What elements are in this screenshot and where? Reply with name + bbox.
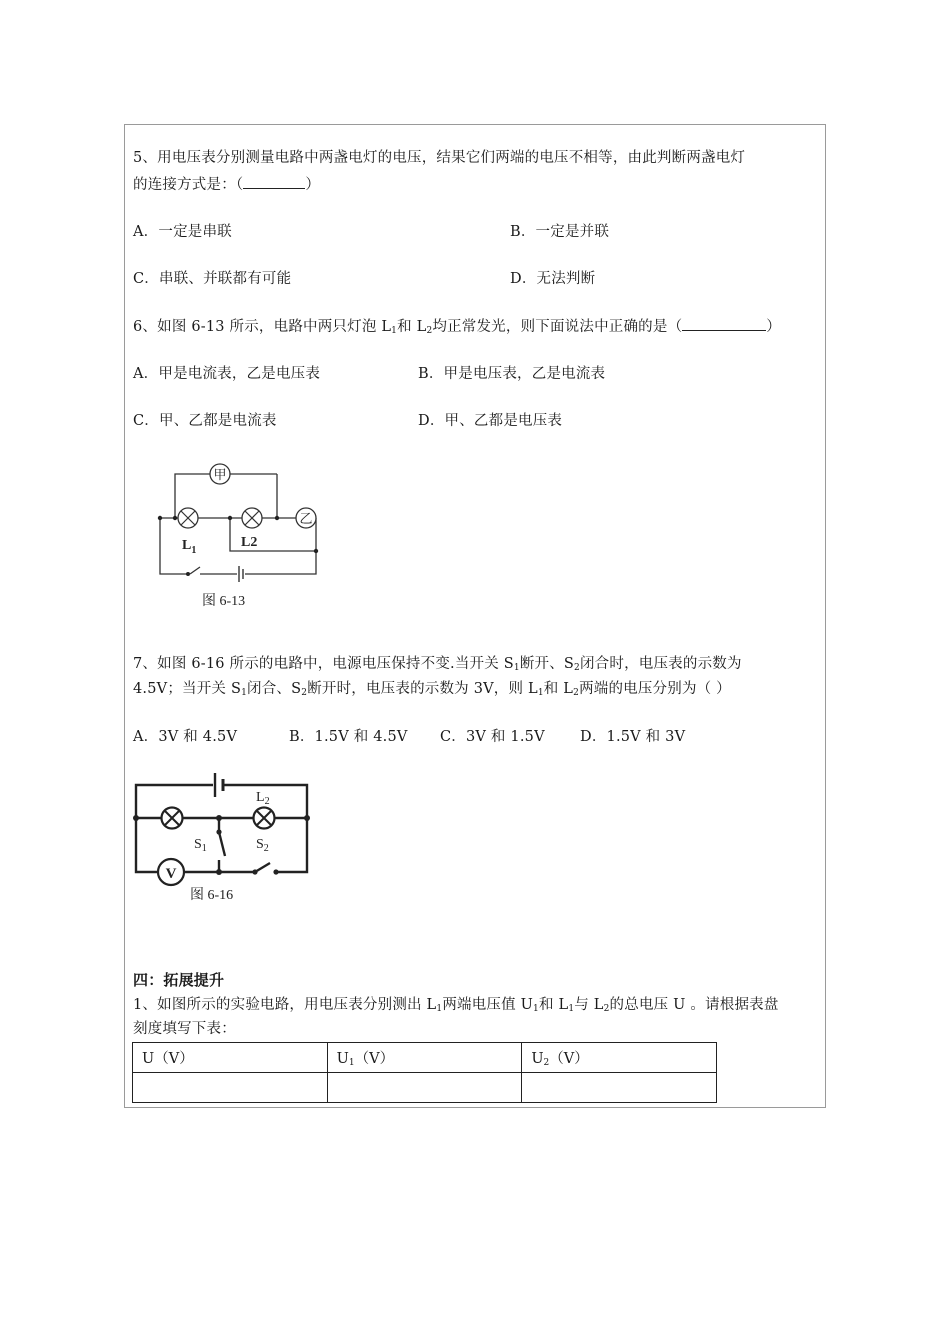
cell-u1-value[interactable] xyxy=(327,1073,522,1103)
meter-jia xyxy=(210,464,230,484)
lamp-l2-616 xyxy=(254,808,275,829)
section-4-heading: 四：拓展提升 xyxy=(133,971,225,989)
q7-option-d[interactable]: D．1.5V 和 3V xyxy=(580,729,686,745)
q5-stem-line1: 5、用电压表分别测量电路中两盏电灯的电压，结果它们两端的电压不相等，由此判断两盏电灯 xyxy=(133,150,746,166)
q7-option-a[interactable]: A．3V 和 4.5V xyxy=(133,729,238,745)
section-4-paragraph-line2: 刻度填写下表： xyxy=(133,1021,236,1037)
q7-stem-line2: 4.5V；当开关 $S_1$闭合、$S_2$断开时，电压表的示数为 3V，则 $L_1$和 $L_2$两端的电压分别为（ ） xyxy=(133,681,731,698)
lamp-l2 xyxy=(242,508,262,528)
q7-option-c[interactable]: C．3V 和 1.5V xyxy=(440,729,545,745)
q5-option-a[interactable]: A．一定是串联 xyxy=(133,224,232,240)
voltage-table xyxy=(132,1042,717,1103)
header-u1: $U_1(V)$ xyxy=(327,1043,522,1073)
table-input-row xyxy=(133,1073,717,1103)
q6-stem: 6、如图 6-13 所示，电路中两只灯泡 $L_1$和 $L_2$均正常发光，则下面说法中正确的是（ ） xyxy=(133,316,781,341)
lamp-l1 xyxy=(178,508,198,528)
label-l2-616: $L_2$ xyxy=(256,790,270,807)
svg-text:乙: 乙 xyxy=(299,511,313,526)
q6-option-d[interactable]: D．甲、乙都是电压表 xyxy=(418,413,563,429)
q6-option-c[interactable]: C．甲、乙都是电流表 xyxy=(133,413,277,429)
label-s1: $S_1$ xyxy=(194,837,207,854)
header-u: U（V） xyxy=(133,1043,328,1073)
label-l2: L2 xyxy=(241,535,258,550)
q5-stem-line2: 的连接方式是：（ ） xyxy=(133,174,320,195)
svg-text:甲: 甲 xyxy=(213,467,227,482)
header-u2: $U_2(V)$ xyxy=(522,1043,717,1073)
figure-6-16-caption: 图 6-16 xyxy=(190,888,234,903)
q5-option-d[interactable]: D．无法判断 xyxy=(510,271,596,287)
section-4-paragraph-line1: 1、如图所示的实验电路，用电压表分别测出 $L_1$两端电压值 $U_1$和 $L_1$与 $L_2$的总电压 U 。请根据表盘 xyxy=(133,997,779,1014)
figure-6-13-circuit xyxy=(150,455,320,615)
q5-answer-blank[interactable] xyxy=(243,174,305,189)
svg-text:V: V xyxy=(165,866,177,882)
q6-option-a[interactable]: A．甲是电流表，乙是电压表 xyxy=(133,366,321,382)
q7-stem-line1: 7、如图 6-16 所示的电路中，电源电压保持不变.当开关 $S_1$断开、$S_2$闭合时，电压表的示数为 xyxy=(133,656,742,673)
meter-yi xyxy=(296,508,316,528)
cell-u2-value[interactable] xyxy=(522,1073,717,1103)
q6-option-b[interactable]: B．甲是电压表，乙是电流表 xyxy=(418,366,606,382)
voltmeter xyxy=(158,859,184,885)
q6-answer-blank[interactable] xyxy=(682,316,766,331)
figure-6-13-caption: 图 6-13 xyxy=(202,594,246,609)
q5-option-b[interactable]: B．一定是并联 xyxy=(510,224,610,240)
label-s2: $S_2$ xyxy=(256,837,269,854)
q7-option-b[interactable]: B．1.5V 和 4.5V xyxy=(289,729,408,745)
lamp-l1-616 xyxy=(162,808,183,829)
label-l1: $L_1$ xyxy=(182,538,197,556)
table-header-row xyxy=(133,1043,717,1073)
figure-6-16-circuit xyxy=(130,770,315,905)
q5-option-c[interactable]: C．串联、并联都有可能 xyxy=(133,271,292,287)
cell-u-value[interactable] xyxy=(133,1073,328,1103)
